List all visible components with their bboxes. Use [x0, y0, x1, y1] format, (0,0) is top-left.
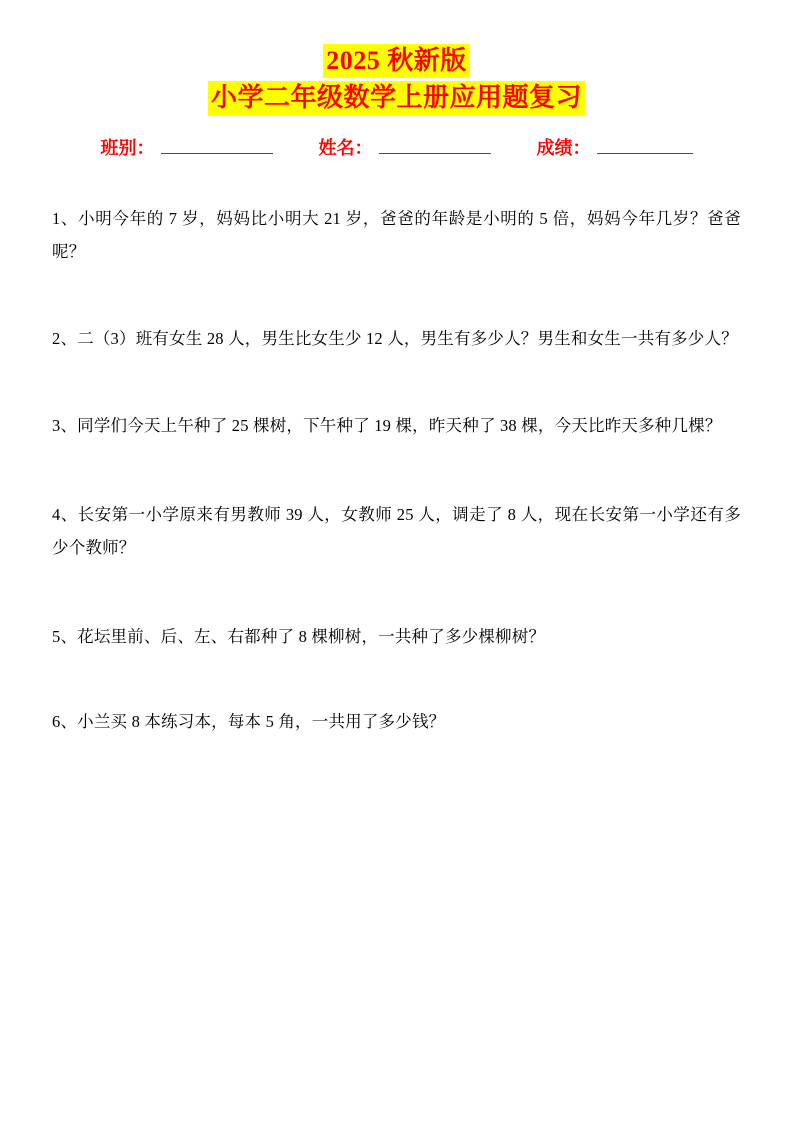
name-field	[319, 134, 491, 160]
question-item: 1、小明今年的 7 岁，妈妈比小明大 21 岁，爸爸的年龄是小明的 5 倍，妈妈今年几岁？爸爸呢？	[52, 208, 741, 261]
name-input-blank[interactable]	[379, 139, 491, 154]
question-item: 2、二（3）班有女生 28 人，男生比女生少 12 人，男生有多少人？男生和女生一共有多少人？	[52, 328, 738, 348]
page-title	[52, 44, 741, 116]
name-label: 姓名：	[318, 137, 373, 158]
student-info-row	[52, 134, 741, 160]
question-item: 6、小兰买 8 本练习本，每本 5 角，一共用了多少钱？	[52, 711, 446, 731]
class-label: 班别：	[100, 137, 155, 158]
question-item: 5、花坛里前、后、左、右都种了 8 棵柳树，一共种了多少棵柳树？	[52, 626, 546, 646]
score-label: 成绩：	[536, 137, 591, 158]
title-line-1: 2025 秋新版	[323, 44, 470, 78]
title-line-2: 小学二年级数学上册应用题复习	[208, 81, 585, 115]
question-item: 4、长安第一小学原来有男教师 39 人，女教师 25 人，调走了 8 人，现在长安第一小学还有多少个教师？	[52, 504, 741, 557]
score-field	[537, 134, 693, 160]
class-input-blank[interactable]	[161, 139, 273, 154]
question-item: 3、同学们今天上午种了 25 棵树，下午种了 19 棵，昨天种了 38 棵，今天比昨天多种几棵？	[52, 415, 722, 435]
class-field	[101, 134, 273, 160]
score-input-blank[interactable]	[597, 139, 693, 154]
question-list	[52, 202, 741, 738]
